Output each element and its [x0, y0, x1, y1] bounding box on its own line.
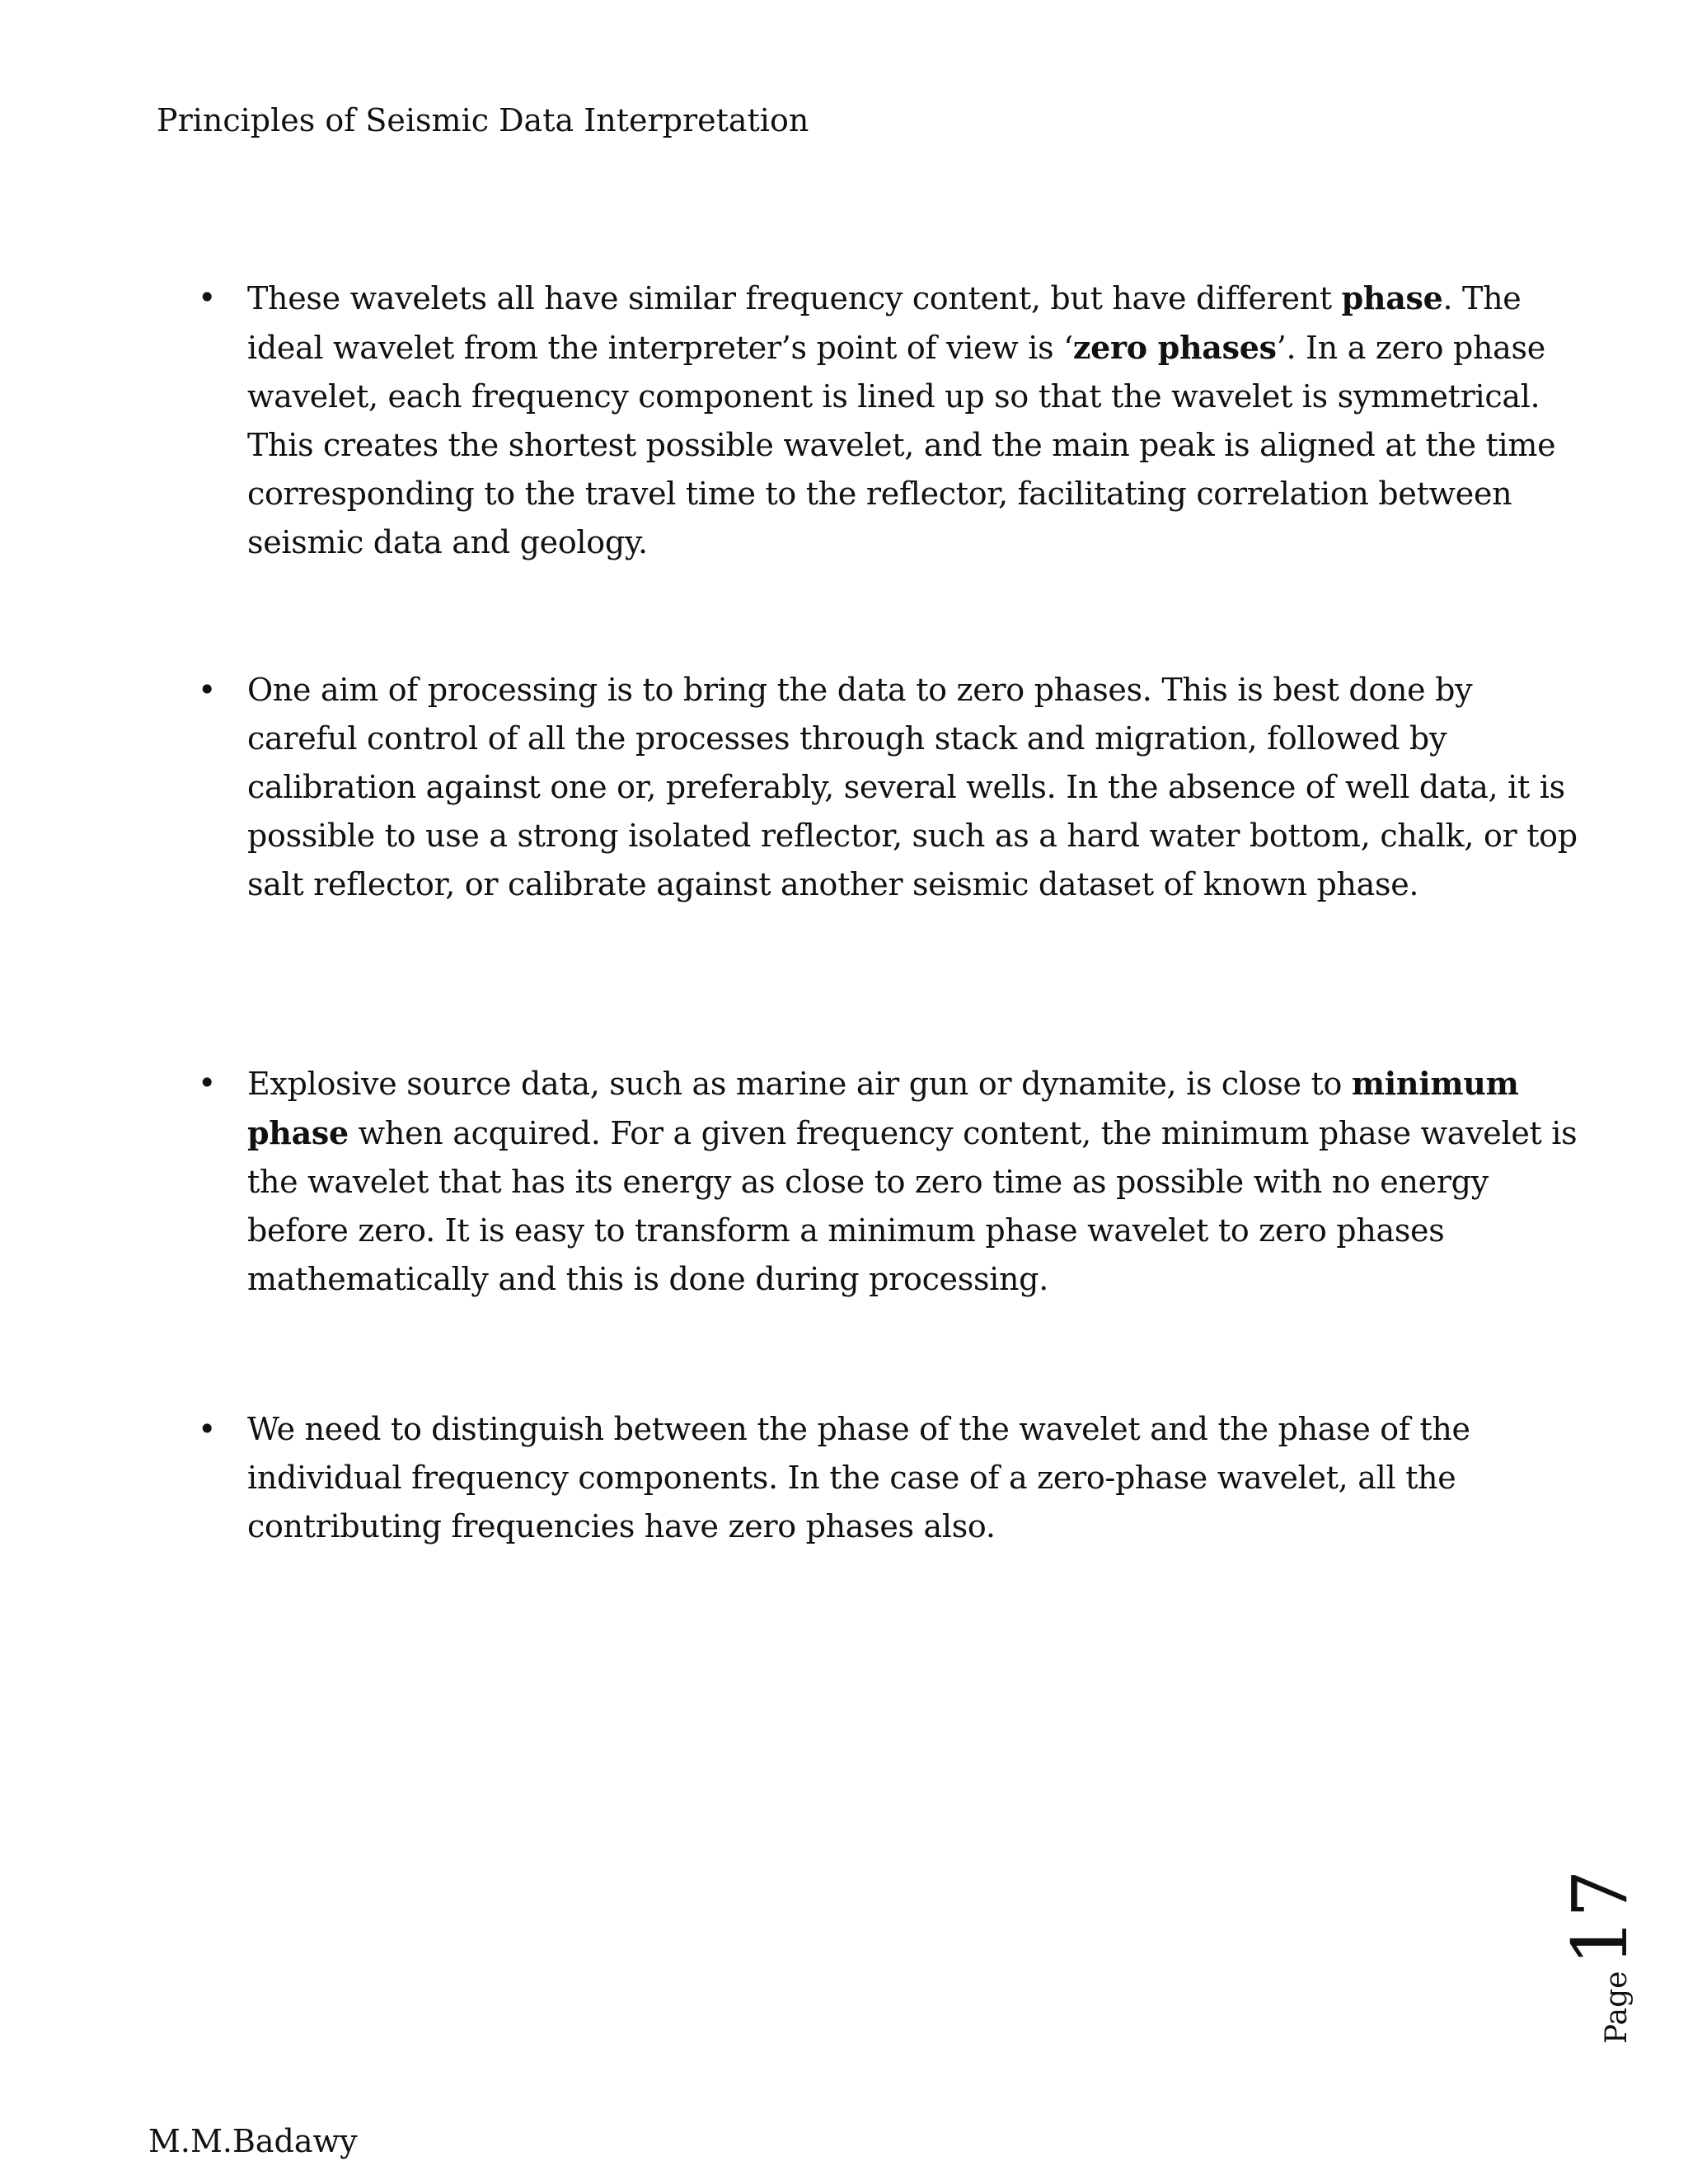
text-line	[247, 518, 1582, 567]
text-run: We need to distinguish between the phase of the wavelet and the phase of the	[247, 1411, 1470, 1447]
page-number	[1556, 1869, 1688, 2044]
text-run: One aim of processing is to bring the data to zero phases. This is best done by	[247, 672, 1473, 708]
bold-term: phase	[1341, 279, 1443, 316]
text-line	[247, 470, 1582, 518]
bullet-marker: •	[198, 1411, 217, 1447]
text-run: before zero. It is easy to transform a minimum phase wavelet to zero phases	[247, 1212, 1445, 1249]
text-run: corresponding to the travel time to the reflector, facilitating correlation between	[247, 476, 1512, 512]
bullet-item	[198, 1405, 1582, 1551]
text-line	[247, 1255, 1582, 1304]
bullet-item	[198, 1059, 1582, 1304]
text-run: wavelet, each frequency component is lined up so that the wavelet is symmetrical.	[247, 378, 1540, 415]
bullet-text	[247, 1059, 1582, 1304]
text-line	[247, 323, 1582, 373]
text-line	[247, 274, 1582, 323]
text-run: ideal wavelet from the interpreter’s point of view is ‘	[247, 330, 1073, 366]
bold-term: zero phases	[1072, 329, 1277, 366]
bullet-item	[198, 666, 1582, 909]
text-run: careful control of all the processes through stack and migration, followed by	[247, 720, 1447, 757]
text-line	[247, 860, 1582, 909]
bullet-marker: •	[198, 279, 217, 316]
bullet-marker: •	[198, 1065, 217, 1101]
page-number-label: Page	[1600, 1971, 1634, 2044]
text-line	[247, 1207, 1582, 1255]
footer-author: M.M.Badawy	[148, 2123, 358, 2159]
text-run: contributing frequencies have zero phases also.	[247, 1508, 996, 1544]
text-run: seismic data and geology.	[247, 524, 648, 560]
text-run: These wavelets all have similar frequency content, but have different	[247, 280, 1342, 316]
bullet-text	[247, 666, 1582, 909]
text-line	[247, 1059, 1582, 1108]
text-run: possible to use a strong isolated reflector, such as a hard water bottom, chalk, or top	[247, 818, 1578, 854]
text-run: salt reflector, or calibrate against another seismic dataset of known phase.	[247, 866, 1419, 902]
text-line	[247, 763, 1582, 812]
text-run: individual frequency components. In the case of a zero-phase wavelet, all the	[247, 1460, 1456, 1496]
bullet-item	[198, 274, 1582, 567]
text-line	[247, 421, 1582, 470]
bullet-marker: •	[198, 672, 217, 708]
running-header: Principles of Seismic Data Interpretation	[157, 102, 809, 138]
bold-term: minimum	[1351, 1065, 1519, 1102]
bullet-text	[247, 1405, 1582, 1551]
page-number-value: 17	[1556, 1869, 1644, 1966]
bullet-text	[247, 274, 1582, 567]
text-line	[247, 1158, 1582, 1207]
text-run: mathematically and this is done during processing.	[247, 1261, 1048, 1297]
text-line	[247, 1454, 1582, 1502]
text-line	[247, 1108, 1582, 1158]
text-line	[247, 373, 1582, 421]
text-line	[247, 812, 1582, 860]
text-run: calibration against one or, preferably, several wells. In the absence of well data, it is	[247, 769, 1565, 805]
bold-term: phase	[247, 1114, 349, 1151]
text-run: . The	[1442, 280, 1522, 316]
text-line	[247, 1405, 1582, 1454]
text-run: the wavelet that has its energy as close to zero time as possible with no energy	[247, 1164, 1489, 1200]
text-run: ’. In a zero phase	[1276, 330, 1545, 366]
text-run: This creates the shortest possible wavelet, and the main peak is aligned at the time	[247, 427, 1556, 463]
text-line	[247, 666, 1582, 715]
text-run: when acquired. For a given frequency content, the minimum phase wavelet is	[348, 1115, 1578, 1151]
text-line	[247, 1502, 1582, 1551]
text-line	[247, 715, 1582, 763]
text-run: Explosive source data, such as marine air gun or dynamite, is close to	[247, 1066, 1352, 1102]
